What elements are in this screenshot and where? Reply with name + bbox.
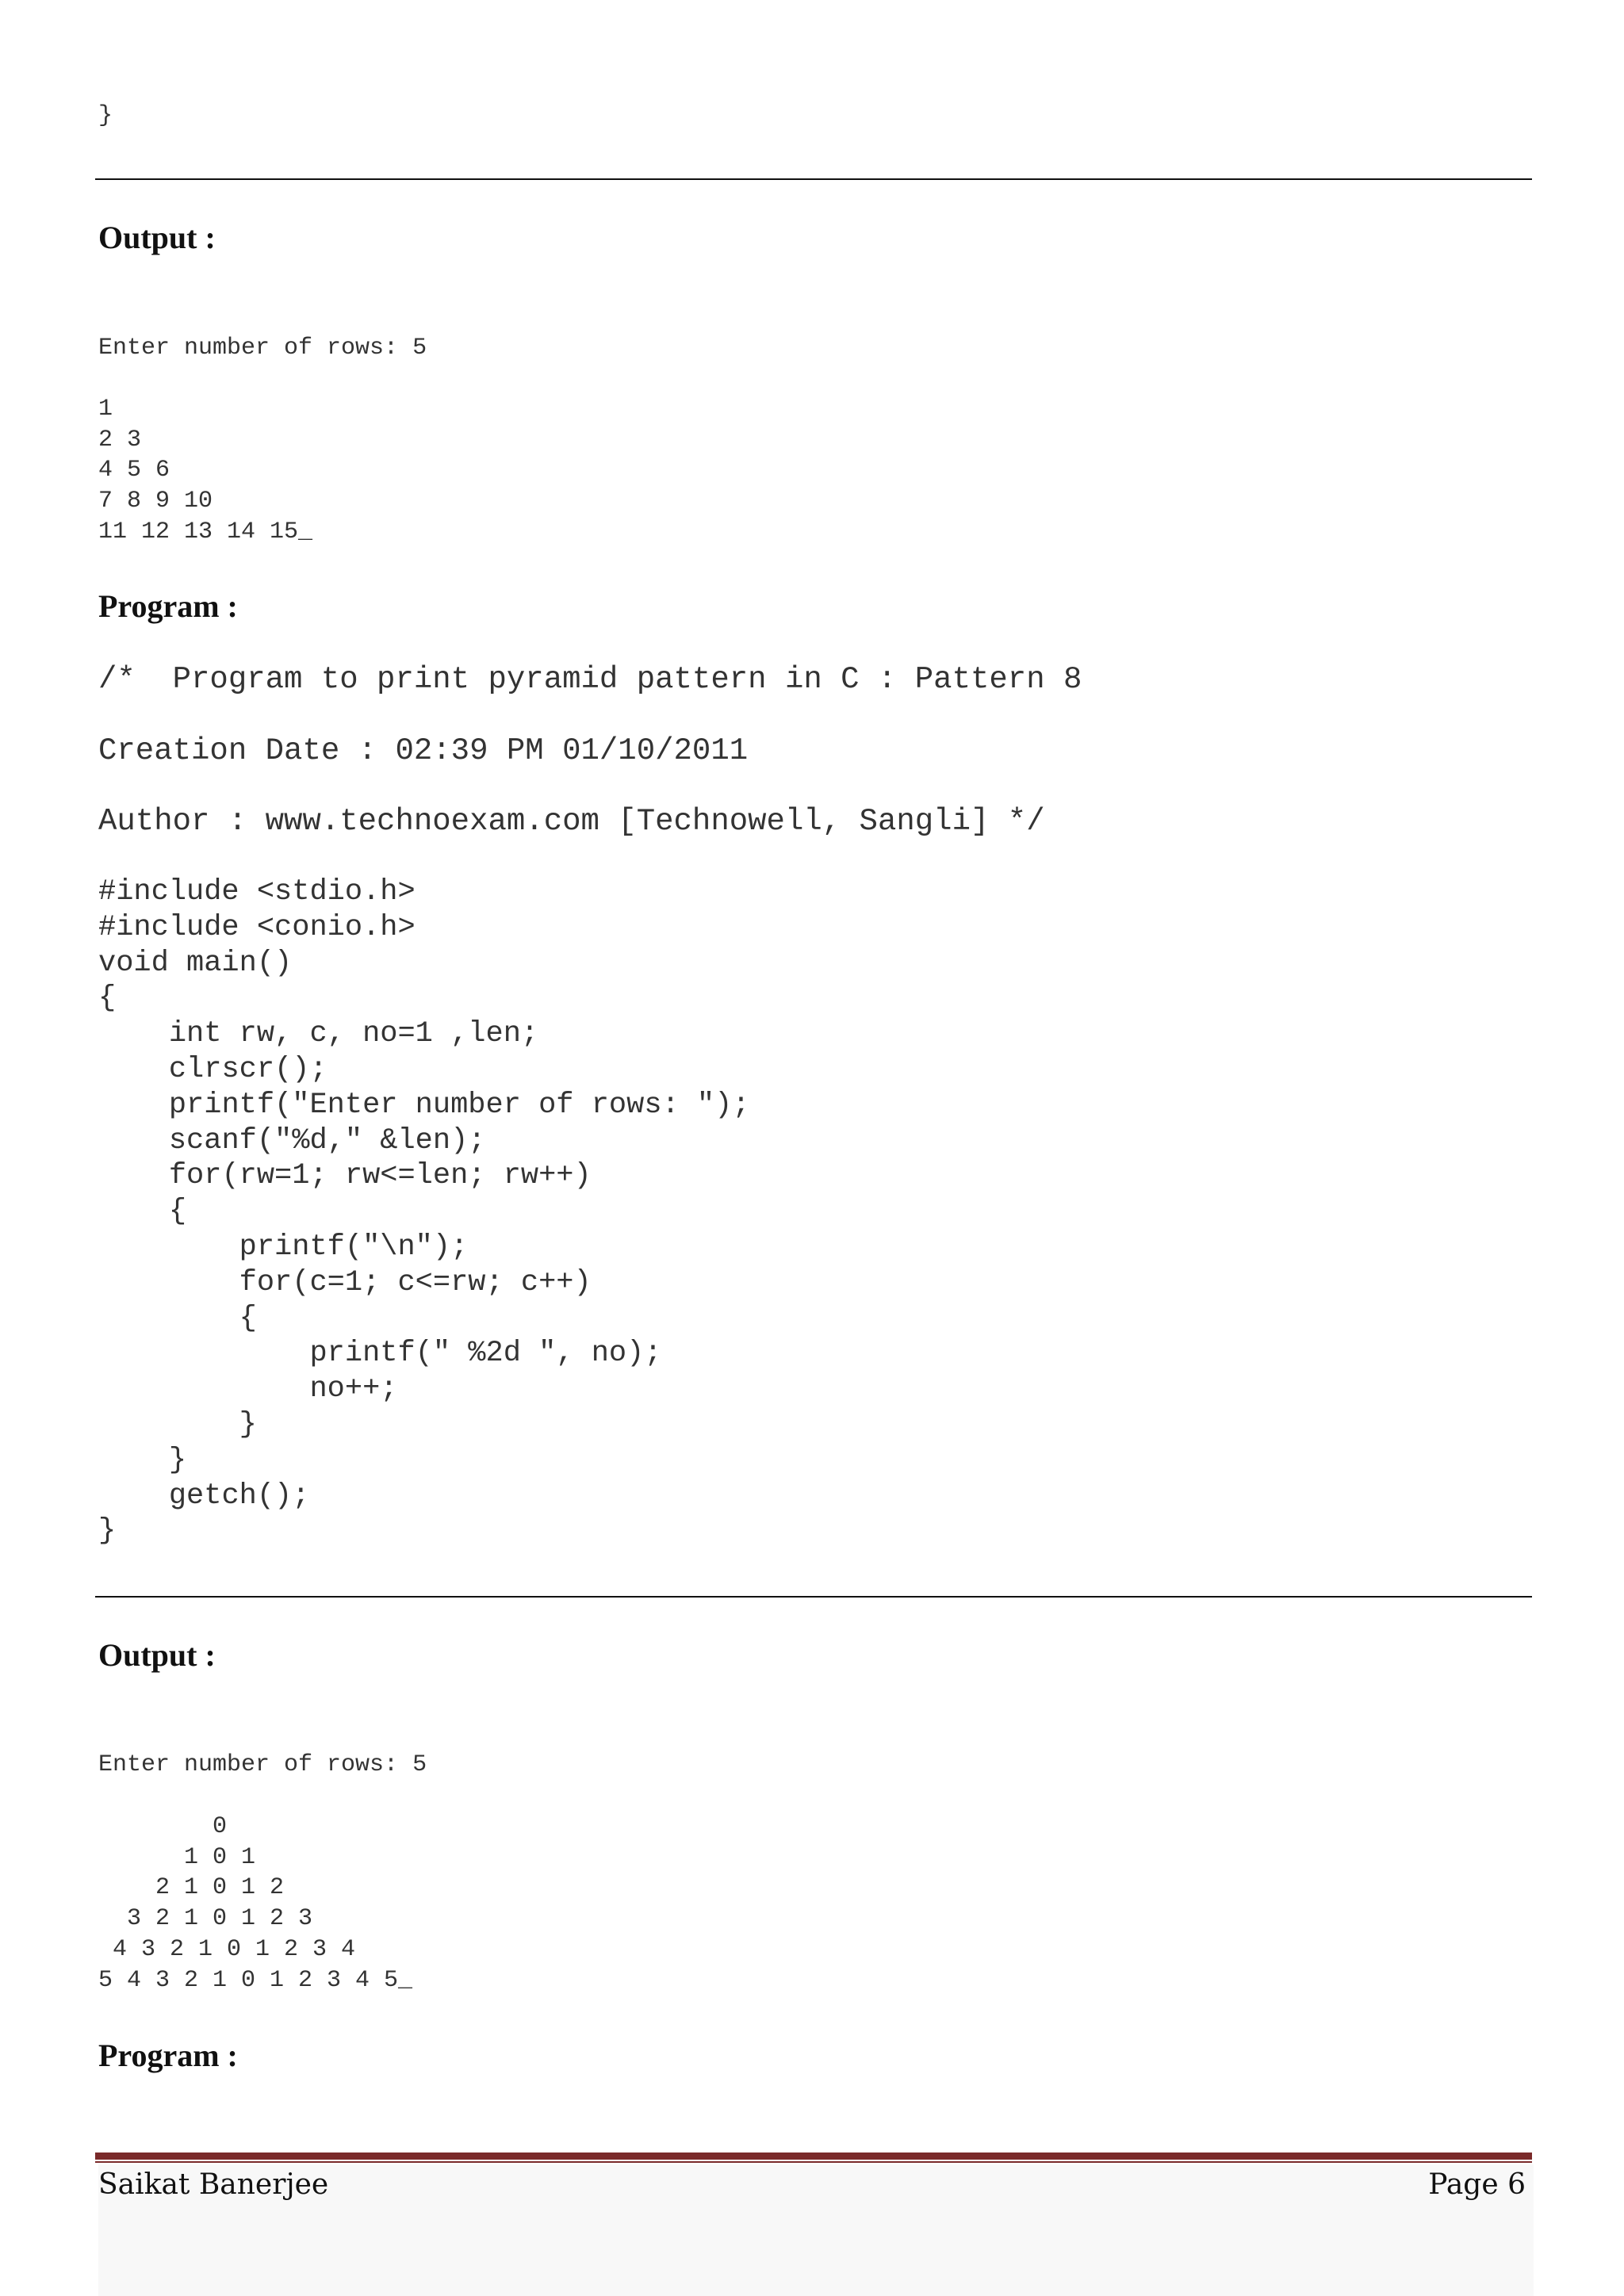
code-closing-brace: } xyxy=(98,102,113,129)
program-heading: Program : xyxy=(98,588,238,624)
footer-page-number: Page 6 xyxy=(1428,2168,1526,2201)
code-block: #include <stdio.h> #include <conio.h> void main() { int rw, c, no=1 ,len; clrscr(); printf("Enter number of rows: "); scanf("%d," &len); for(rw=1; rw<=len; rw++) { printf("\n"); for(c=1; c<=rw; c++) { printf(" %2d ", no); no++; } } getch(); } xyxy=(98,875,750,1548)
output-heading: Output : xyxy=(98,1637,216,1673)
output-result: 0 1 0 1 2 1 0 1 2 3 2 1 0 1 2 3 4 3 2 1 0 1 2 3 4 5 4 3 2 1 0 1 2 3 4 5_ xyxy=(98,1813,413,1994)
output-result: 1 2 3 4 5 6 7 8 9 10 11 12 13 14 15_ xyxy=(98,396,313,545)
code-comment-date: Creation Date : 02:39 PM 01/10/2011 xyxy=(98,733,749,768)
output-prompt: Enter number of rows: 5 xyxy=(98,335,427,362)
footer-author: Saikat Banerjee xyxy=(98,2168,329,2201)
program-heading: Program : xyxy=(98,2038,238,2073)
output-heading: Output : xyxy=(98,220,216,255)
footer-rule-thin xyxy=(95,2161,1532,2163)
code-comment-title: /* Program to print pyramid pattern in C : Pattern 8 xyxy=(98,662,1082,697)
section-divider xyxy=(95,178,1532,180)
code-comment-author: Author : www.technoexam.com [Technowell, Sangli] */ xyxy=(98,804,1045,839)
output-prompt: Enter number of rows: 5 xyxy=(98,1751,427,1778)
footer-rule-thick xyxy=(95,2152,1532,2160)
section-divider xyxy=(95,1596,1532,1598)
